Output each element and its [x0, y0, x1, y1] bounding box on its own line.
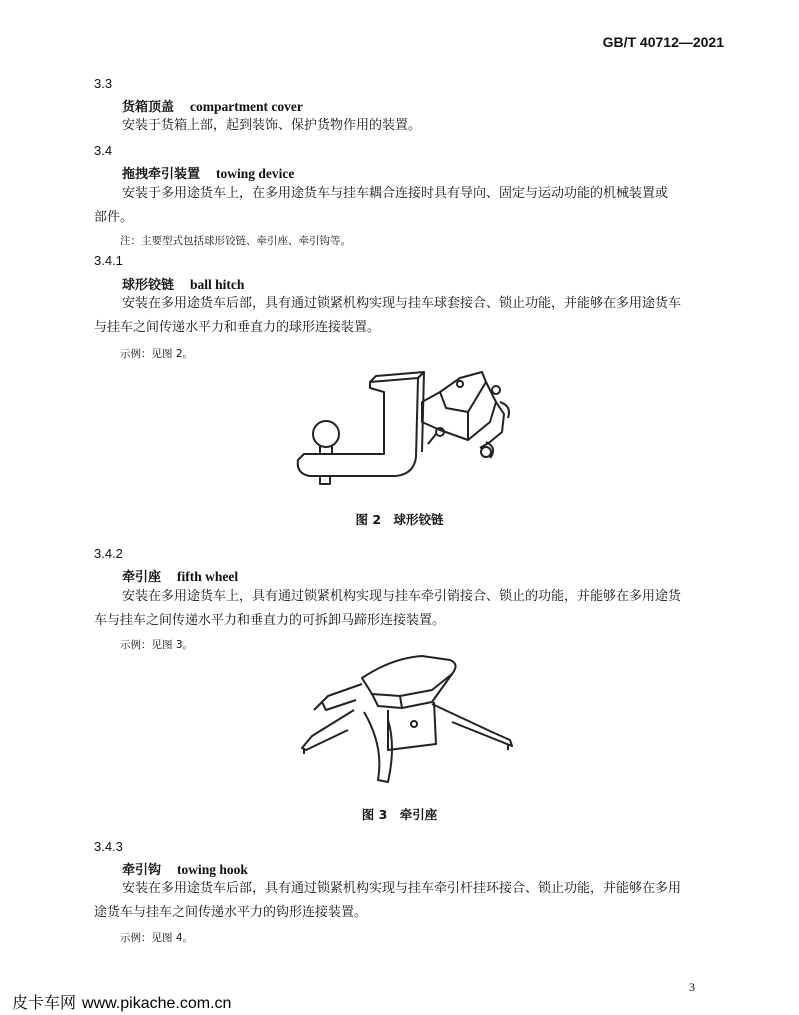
definition-line: 安装在多用途货车后部，具有通过锁紧机构实现与挂车球套接合、锁止功能，并能够在多用途货车	[122, 296, 682, 311]
ball-hitch-figure	[290, 362, 530, 502]
term-heading	[122, 96, 303, 115]
example-text: 示例：见图 2。	[120, 348, 194, 360]
term-en: towing hook	[177, 862, 248, 877]
term-cn: 牵引座	[122, 570, 162, 585]
definition-paragraph	[94, 585, 714, 633]
definition-line: 途货车与挂车之间传递水平力的钩形连接装置。	[94, 905, 368, 920]
definition-paragraph	[94, 877, 714, 925]
fifth-wheel-figure	[292, 650, 517, 785]
term-en: ball hitch	[190, 277, 245, 292]
term-en: towing device	[216, 166, 295, 181]
figure-caption: 图 2 球形铰链	[355, 512, 444, 527]
definition-line: 与挂车之间传递水平力和垂直力的球形连接装置。	[94, 320, 381, 335]
term-heading	[122, 566, 238, 585]
term-cn: 拖拽牵引装置	[122, 167, 201, 182]
watermark-url: www.pikache.com.cn	[82, 995, 232, 1012]
definition-paragraph	[94, 182, 714, 230]
section-number: 3.4.3	[94, 839, 123, 854]
term-cn: 球形铰链	[122, 278, 175, 293]
section-number: 3.4.2	[94, 546, 123, 561]
term-en: fifth wheel	[177, 569, 239, 584]
definition-line: 部件。	[94, 210, 134, 225]
standard-code: GB/T 40712—2021	[602, 34, 724, 50]
definition-line: 车与挂车之间传递水平力和垂直力的可拆卸马蹄形连接装置。	[94, 613, 446, 628]
note-text: 注：主要型式包括球形铰链、牵引座、牵引钩等。	[120, 235, 351, 247]
term-cn: 货箱顶盖	[122, 100, 175, 115]
watermark	[12, 990, 231, 1013]
term-cn: 牵引钩	[122, 863, 162, 878]
definition-line: 安装在多用途货车后部，具有通过锁紧机构实现与挂车牵引杆挂环接合、锁止功能，并能够在多用	[122, 881, 682, 896]
term-heading	[122, 163, 294, 182]
example-text: 示例：见图 3。	[120, 639, 194, 651]
watermark-name: 皮卡车网	[12, 993, 77, 1012]
term-en: compartment cover	[190, 99, 303, 114]
page-number: 3	[689, 980, 695, 994]
section-number: 3.4.1	[94, 253, 123, 268]
definition-line: 安装于多用途货车上，在多用途货车与挂车耦合连接时具有导向、固定与运动功能的机械装置或	[122, 186, 669, 201]
term-heading	[122, 274, 244, 293]
term-heading	[122, 859, 248, 878]
figure-caption: 图 3 牵引座	[361, 807, 438, 822]
definition-line: 安装在多用途货车上，具有通过锁紧机构实现与挂车牵引销接合、锁止的功能，并能够在多用途货	[122, 589, 682, 604]
definition-paragraph	[94, 292, 714, 340]
section-number: 3.3	[94, 76, 113, 91]
definition-paragraph: 安装于货箱上部，起到装饰、保护货物作用的装置。	[122, 118, 422, 133]
example-text: 示例：见图 4。	[120, 932, 194, 944]
section-number: 3.4	[94, 143, 113, 158]
